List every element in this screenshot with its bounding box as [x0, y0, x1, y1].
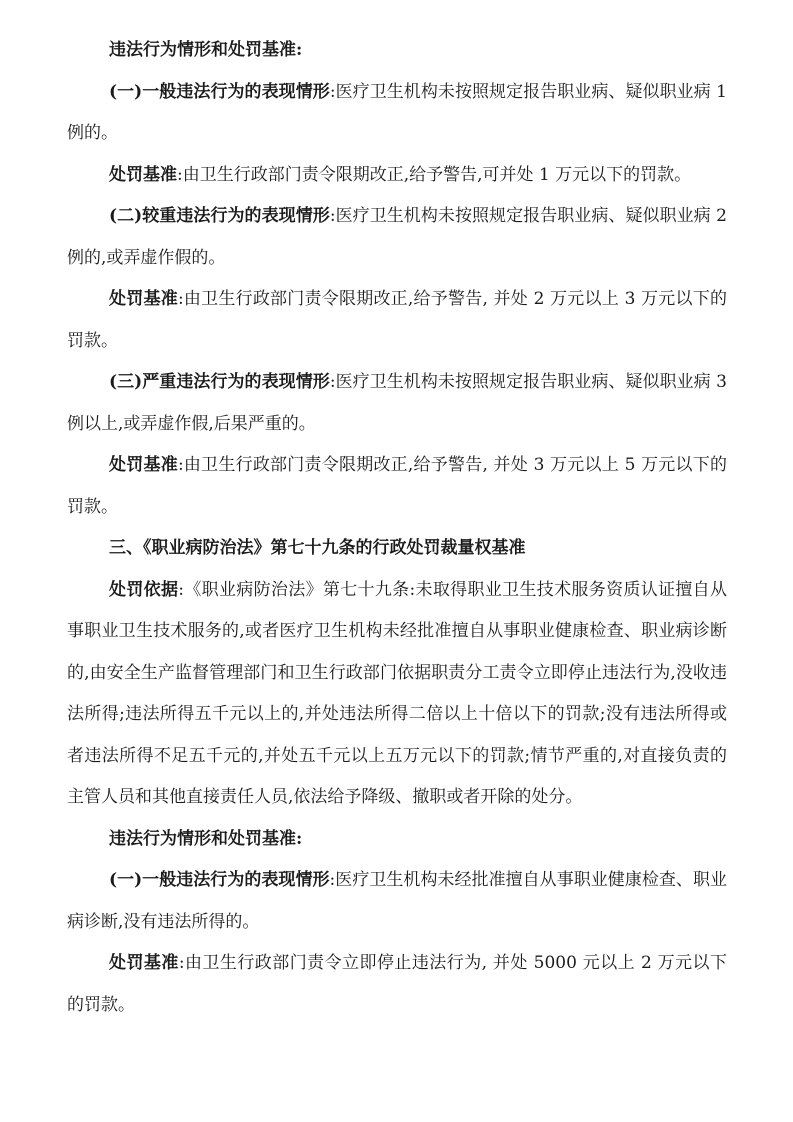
penalty-label: 处罚基准	[109, 289, 178, 309]
case-label: (一)一般违法行为的表现情形	[109, 81, 330, 102]
penalty-standard-general	[67, 155, 727, 197]
case-text: :医疗卫生机构未按照规定报告职业病、疑似职业病 1 例的。	[67, 81, 727, 143]
penalty-label: 处罚基准	[109, 455, 178, 475]
basis-label: 处罚依据	[109, 579, 179, 600]
penalty-standard-general	[67, 943, 727, 1026]
penalty-text: :由卫生行政部门责令限期改正,给予警告, 并处 3 万元以上 5 万元以下的罚款。	[67, 455, 728, 517]
penalty-text: :由卫生行政部门责令限期改正,给予警告, 并处 2 万元以上 3 万元以下的罚款。	[67, 289, 728, 351]
penalty-text: :由卫生行政部门责令限期改正,给予警告,可并处 1 万元以下的罚款。	[177, 164, 692, 185]
penalty-standard-serious	[67, 279, 727, 362]
penalty-label: 处罚基准	[109, 164, 177, 185]
case-text: :医疗卫生机构未经批准擅自从事职业健康检查、职业病诊断,没有违法所得的。	[67, 870, 727, 932]
penalty-label: 处罚基准	[109, 953, 179, 973]
violation-case-severe	[67, 362, 727, 445]
case-label: (二)较重违法行为的表现情形	[109, 206, 330, 226]
penalty-standard-severe	[67, 445, 727, 528]
document-body	[67, 30, 727, 1026]
section-heading: 违法行为情形和处罚基准:	[109, 828, 303, 849]
case-label: (三)严重违法行为的表现情形	[109, 372, 330, 392]
section-heading: 违法行为情形和处罚基准:	[109, 40, 303, 60]
case-text: :医疗卫生机构未按照规定报告职业病、疑似职业病 2 例的,或弄虚作假的。	[67, 206, 727, 268]
case-text: :医疗卫生机构未按照规定报告职业病、疑似职业病 3 例以上,或弄虚作假,后果严重的。	[67, 372, 727, 434]
case-label: (一)一般违法行为的表现情形	[109, 870, 330, 890]
violation-case-general	[67, 860, 727, 943]
penalty-basis	[67, 570, 727, 819]
penalty-text: :由卫生行政部门责令立即停止违法行为, 并处 5000 元以上 2 万元以下的罚款。	[67, 953, 728, 1015]
violation-case-serious	[67, 196, 727, 279]
section-title-article-79: 三、《职业病防治法》第七十九条的行政处罚裁量权基准	[109, 538, 526, 558]
violation-case-general	[67, 72, 727, 155]
basis-text: :《职业病防治法》第七十九条:未取得职业卫生技术服务资质认证擅自从事职业卫生技术服务的,或者医疗卫生机构未经批准擅自从事职业健康检查、职业病诊断的,由安全生产监督管理部门和卫生行政部门依据职责分工责令立即停止违法行为,没收违法所得;违法所得五千元以上的,并处违法所得二倍以上十倍以下的罚款;没有违法所得或者违法所得不足五千元的,并处五千元以上五万元以下的罚款;情节严重的,对直接负责的主管人员和其他直接责任人员,依法给予降级、撤职或者开除的处分。	[67, 579, 727, 807]
